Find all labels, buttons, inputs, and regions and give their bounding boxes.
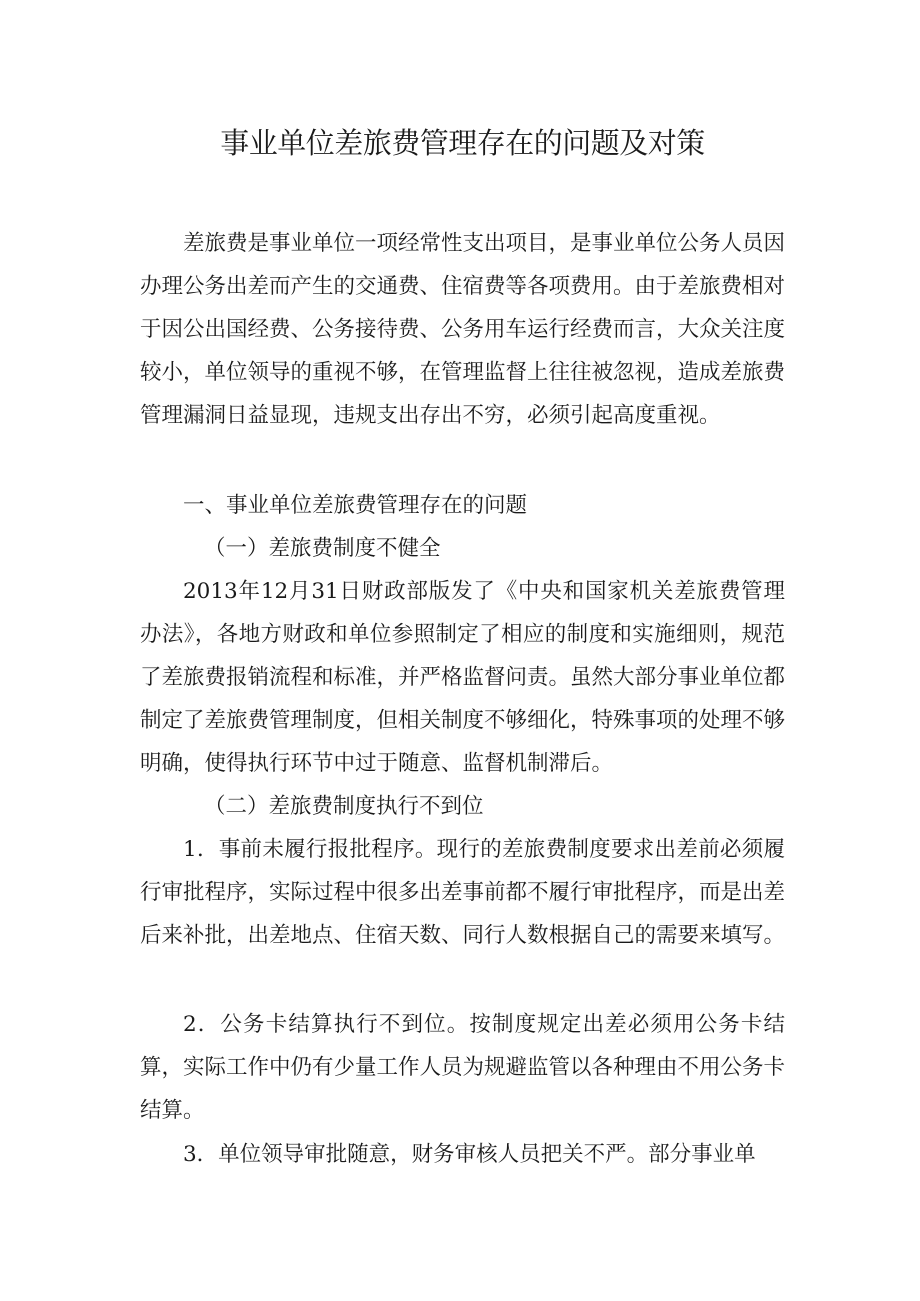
section-heading: 一、事业单位差旅费管理存在的问题 <box>183 493 528 518</box>
subsection-heading: （一）差旅费制度不健全 <box>204 536 441 561</box>
list-item: 1．事前未履行报批程序。现行的差旅费制度要求出差前必须履行审批程序，实际过程中很多出差事前都不履行审批程序，而是出差后来补批，出差地点、住宿天数、同行人数根据自己的需要来填写。 <box>140 837 786 948</box>
list-item: 2．公务卡结算执行不到位。按制度规定出差必须用公务卡结算，实际工作中仍有少量工作人员为规避监管以各种理由不用公务卡结算。 <box>140 1012 786 1123</box>
list-item: 3．单位领导审批随意，财务审核人员把关不严。部分事业单 <box>183 1142 756 1167</box>
body-paragraph: 2013年12月31日财政部版发了《中央和国家机关差旅费管理办法》，各地方财政和单位参照制定了相应的制度和实施细则，规范了差旅费报销流程和标准，并严格监督问责。虽然大部分事业单位都制定了差旅费管理制度，但相关制度不够细化，特殊事项的处理不够明确，使得执行环节中过于随意、监督机制滞后。 <box>140 579 786 776</box>
intro-paragraph: 差旅费是事业单位一项经常性支出项目，是事业单位公务人员因办理公务出差而产生的交通费、住宿费等各项费用。由于差旅费相对于因公出国经费、公务接待费、公务用车运行经费而言，大众关注度较小，单位领导的重视不够，在管理监督上往往被忽视，造成差旅费管理漏洞日益显现，违规支出存出不穷，必须引起高度重视。 <box>140 231 786 428</box>
subsection-heading: （二）差旅费制度执行不到位 <box>204 794 484 819</box>
document-title: 事业单位差旅费管理存在的问题及对策 <box>220 126 705 160</box>
